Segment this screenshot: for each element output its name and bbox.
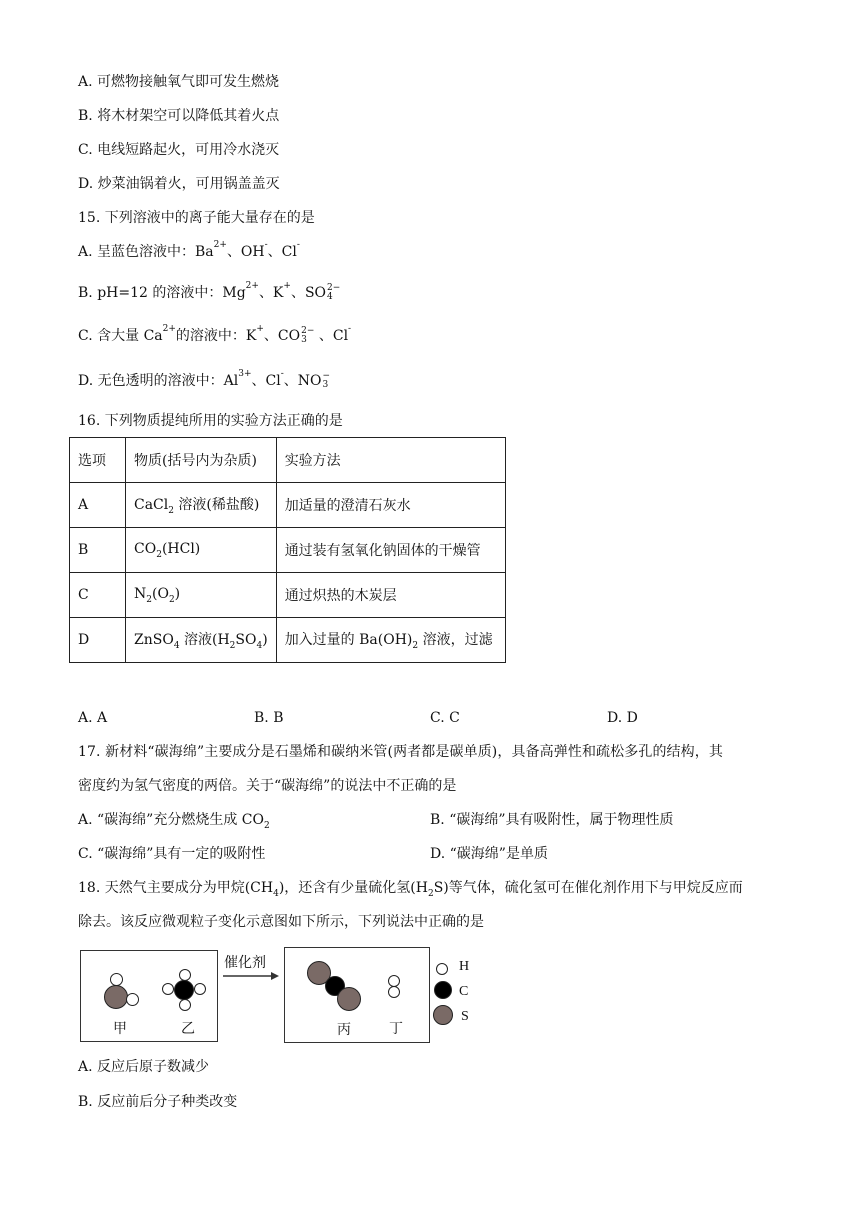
legend-carbon-icon — [434, 981, 452, 999]
legend-hydrogen-icon — [436, 963, 448, 975]
header-substance: 物质(括号内为杂质) — [126, 438, 277, 483]
q17-option-a: A. “碳海绵”充分燃烧生成 $CO_2$ — [78, 812, 270, 831]
q16-answer-b: B. B — [254, 710, 284, 726]
reactants-box — [80, 950, 218, 1042]
row-substance: ZnSO$_4$ 溶液$(H_2SO_4)$ — [126, 618, 277, 663]
q16-stem: 16. 下列物质提纯所用的实验方法正确的是 — [78, 413, 343, 429]
row-method: 通过装有氢氧化钠固体的干燥管 — [276, 528, 505, 573]
header-method: 实验方法 — [276, 438, 505, 483]
hydrogen-atom — [388, 986, 400, 998]
q15-option-a: A. 呈蓝色溶液中：$Ba^{2+}$、OH-、Cl- — [78, 240, 300, 260]
catalyst-label: 催化剂 — [224, 955, 266, 971]
q14-option-d: D. 炒菜油锅着火，可用锅盖盖灭 — [78, 176, 280, 192]
q17-option-c: C. “碳海绵”具有一定的吸附性 — [78, 846, 266, 862]
row-option: A — [70, 483, 126, 528]
q18-stem-line1: 18. 天然气主要成分为甲烷$(CH_4)$，还含有少量硫化氢$(H_2S)$等气体，硫化氢可在催化剂作用下与甲烷反应而 — [78, 880, 743, 899]
q18-option-a: A. 反应后原子数减少 — [78, 1059, 210, 1075]
q14-option-a: A. 可燃物接触氧气即可发生燃烧 — [78, 74, 280, 90]
row-substance: CaCl$_2$ 溶液(稀盐酸) — [126, 483, 277, 528]
product-label-bing: 丙 — [337, 1022, 351, 1038]
q15-option-b: B. pH=12 的溶液中：$Mg^{2+}$、K+、SO 2− 4 — [78, 281, 341, 302]
legend-h-label: H — [459, 959, 470, 974]
q15-option-d: D. 无色透明的溶液中：$Al^{3+}$、Cl-、NO − 3 — [78, 369, 331, 390]
q17-stem-line2: 密度约为氢气密度的两倍。关于“碳海绵”的说法中不正确的是 — [78, 778, 457, 794]
q14-option-c: C. 电线短路起火，可用冷水浇灭 — [78, 142, 280, 158]
carbon-atom — [174, 980, 194, 1000]
table-row — [70, 573, 506, 618]
row-option: C — [70, 573, 126, 618]
q15-stem: 15. 下列溶液中的离子能大量存在的是 — [78, 210, 315, 226]
row-method: 通过炽热的木炭层 — [276, 573, 505, 618]
products-box — [284, 947, 430, 1043]
reactant-label-yi: 乙 — [181, 1021, 195, 1037]
q15-option-c: C. 含大量 $Ca^{2+}$的溶液中：K+、CO 2− 3 、Cl- — [78, 324, 352, 345]
header-option: 选项 — [70, 438, 126, 483]
q17-option-b: B. “碳海绵”具有吸附性，属于物理性质 — [430, 812, 674, 828]
q17-stem-line1: 17. 新材料“碳海绵”主要成分是石墨烯和碳纳米管(两者都是碳单质)，具备高弹性和疏松多孔的结构，其 — [78, 744, 723, 760]
product-label-ding: 丁 — [389, 1021, 403, 1037]
q16-answer-c: C. C — [430, 710, 460, 726]
legend-c-label: C — [459, 984, 469, 999]
row-method: 加适量的澄清石灰水 — [276, 483, 505, 528]
hydrogen-atom — [162, 983, 174, 995]
legend-s-label: S — [461, 1009, 469, 1024]
hydrogen-atom — [179, 999, 191, 1011]
hydrogen-atom — [194, 983, 206, 995]
hydrogen-atom — [126, 993, 139, 1006]
row-method: 加入过量的 $Ba(OH)_2$ 溶液，过滤 — [276, 618, 505, 663]
q18-stem-line2: 除去。该反应微观粒子变化示意图如下所示，下列说法中正确的是 — [78, 914, 484, 930]
table-row — [70, 483, 506, 528]
sulfur-atom — [104, 985, 128, 1009]
row-substance: $N_2(O_2)$ — [126, 573, 277, 618]
q17-option-d: D. “碳海绵”是单质 — [430, 846, 548, 862]
reaction-diagram — [78, 950, 498, 1046]
sulfur-atom — [337, 987, 361, 1011]
table-header-row — [70, 438, 506, 483]
q16-table — [69, 437, 506, 663]
q16-answer-a: A. A — [78, 710, 108, 726]
q16-answer-d: D. D — [607, 710, 638, 726]
q18-option-b: B. 反应前后分子种类改变 — [78, 1094, 238, 1110]
legend-sulfur-icon — [433, 1005, 453, 1025]
row-option: D — [70, 618, 126, 663]
table-row — [70, 528, 506, 573]
row-option: B — [70, 528, 126, 573]
reactant-label-jia: 甲 — [113, 1021, 127, 1037]
table-row — [70, 618, 506, 663]
reaction-arrow-icon — [222, 970, 280, 982]
row-substance: $CO_2(HCl)$ — [126, 528, 277, 573]
q14-option-b: B. 将木材架空可以降低其着火点 — [78, 108, 280, 124]
